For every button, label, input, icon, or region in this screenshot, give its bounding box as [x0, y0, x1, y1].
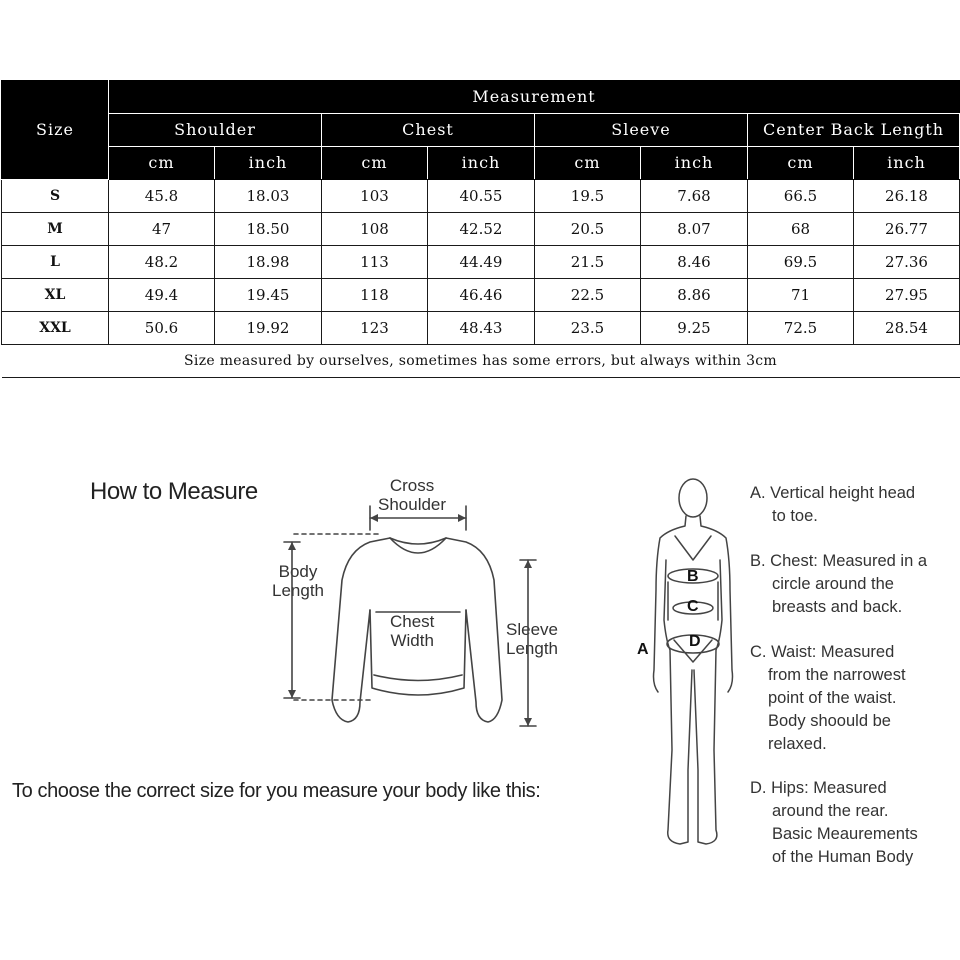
body-letter-a: A — [637, 641, 649, 658]
table-cell: 18.03 — [215, 180, 322, 213]
cross-shoulder-line2: Shoulder — [378, 495, 447, 514]
size-cell: L — [2, 246, 109, 279]
legend-line: around the rear. — [772, 802, 889, 820]
table-cell: 20.5 — [535, 213, 641, 246]
unit-header: cm — [322, 147, 428, 180]
table-cell: 27.95 — [854, 279, 960, 312]
table-row — [2, 180, 960, 213]
table-cell: 72.5 — [748, 312, 854, 345]
table-cell: 19.92 — [215, 312, 322, 345]
legend-line: relaxed. — [768, 735, 827, 753]
table-row — [2, 312, 960, 345]
table-cell: 113 — [322, 246, 428, 279]
unit-header: inch — [641, 147, 748, 180]
cross-shoulder-line1: Cross — [389, 476, 435, 495]
unit-header: inch — [854, 147, 960, 180]
sweater-diagram — [270, 470, 570, 740]
size-cell: M — [2, 213, 109, 246]
legend-item-a — [750, 482, 955, 528]
shoulder-header: Shoulder — [109, 114, 322, 147]
table-cell: 28.54 — [854, 312, 960, 345]
table-cell: 27.36 — [854, 246, 960, 279]
table-row — [2, 246, 960, 279]
sleeve-header: Sleeve — [535, 114, 748, 147]
legend-line: circle around the — [772, 575, 894, 593]
size-cell: XL — [2, 279, 109, 312]
table-cell: 71 — [748, 279, 854, 312]
table-cell: 18.98 — [215, 246, 322, 279]
legend-line: C. Waist: Measured — [750, 643, 895, 661]
table-cell: 19.45 — [215, 279, 322, 312]
unit-header: cm — [535, 147, 641, 180]
table-cell: 42.52 — [428, 213, 535, 246]
table-cell: 8.46 — [641, 246, 748, 279]
table-cell: 108 — [322, 213, 428, 246]
legend-line: breasts and back. — [772, 598, 903, 616]
legend-line: of the Human Body — [772, 848, 914, 866]
size-column-header: Size — [2, 81, 109, 180]
legend-line: Body shoould be — [768, 712, 891, 730]
unit-header: cm — [748, 147, 854, 180]
table-cell: 44.49 — [428, 246, 535, 279]
table-cell: 8.86 — [641, 279, 748, 312]
body-letter-c: C — [687, 598, 699, 615]
table-cell: 50.6 — [109, 312, 215, 345]
legend-line: D. Hips: Measured — [750, 779, 887, 797]
size-chart-table — [1, 80, 960, 378]
legend-line: from the narrowest — [768, 666, 906, 684]
legend-line: Basic Meaurements — [772, 825, 918, 843]
instruction-text: To choose the correct size for you measure your body like this: — [12, 780, 541, 802]
body-letter-d: D — [689, 633, 701, 650]
table-cell: 40.55 — [428, 180, 535, 213]
table-unit-row — [2, 147, 960, 180]
table-cell: 23.5 — [535, 312, 641, 345]
table-cell: 118 — [322, 279, 428, 312]
body-letter-b: B — [687, 568, 699, 585]
center-back-length-header: Center Back Length — [748, 114, 960, 147]
size-cell: S — [2, 180, 109, 213]
sleeve-length-line1: Sleeve — [506, 620, 558, 639]
how-to-measure-title: How to Measure — [90, 478, 258, 505]
human-body-diagram — [630, 470, 750, 850]
legend-line: B. Chest: Measured in a — [750, 552, 928, 570]
unit-header: cm — [109, 147, 215, 180]
table-cell: 9.25 — [641, 312, 748, 345]
legend-line: point of the waist. — [768, 689, 897, 707]
legend-item-b — [750, 550, 955, 619]
table-cell: 46.46 — [428, 279, 535, 312]
table-cell: 21.5 — [535, 246, 641, 279]
measurement-header: Measurement — [109, 81, 960, 114]
table-cell: 19.5 — [535, 180, 641, 213]
table-cell: 8.07 — [641, 213, 748, 246]
size-cell: XXL — [2, 312, 109, 345]
table-header-row — [2, 81, 960, 114]
legend-item-d — [750, 777, 955, 869]
table-cell: 47 — [109, 213, 215, 246]
table-cell: 48.43 — [428, 312, 535, 345]
unit-header: inch — [215, 147, 322, 180]
table-cell: 69.5 — [748, 246, 854, 279]
table-cell: 22.5 — [535, 279, 641, 312]
table-cell: 68 — [748, 213, 854, 246]
chest-header: Chest — [322, 114, 535, 147]
table-group-row — [2, 114, 960, 147]
table-cell: 18.50 — [215, 213, 322, 246]
table-cell: 49.4 — [109, 279, 215, 312]
table-row — [2, 279, 960, 312]
table-cell: 45.8 — [109, 180, 215, 213]
chest-width-line2: Width — [390, 631, 434, 650]
legend-line: A. Vertical height head — [750, 484, 916, 502]
chest-width-line1: Chest — [390, 612, 435, 631]
table-note-row — [2, 345, 960, 378]
table-cell: 123 — [322, 312, 428, 345]
table-cell: 26.77 — [854, 213, 960, 246]
table-cell: 66.5 — [748, 180, 854, 213]
table-cell: 48.2 — [109, 246, 215, 279]
sleeve-length-line2: Length — [506, 639, 558, 658]
table-row — [2, 213, 960, 246]
table-cell: 7.68 — [641, 180, 748, 213]
table-cell: 26.18 — [854, 180, 960, 213]
body-length-line2: Length — [272, 581, 324, 600]
legend-item-c — [750, 641, 955, 756]
unit-header: inch — [428, 147, 535, 180]
legend-line: to toe. — [772, 507, 818, 525]
body-length-line1: Body — [278, 562, 318, 581]
table-note: Size measured by ourselves, sometimes has some errors, but always within 3cm — [2, 345, 960, 378]
table-cell: 103 — [322, 180, 428, 213]
